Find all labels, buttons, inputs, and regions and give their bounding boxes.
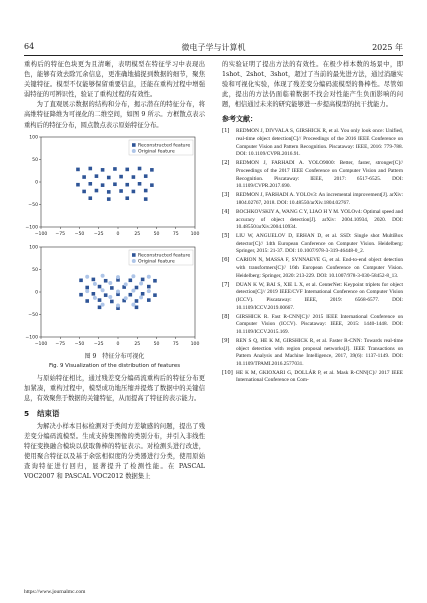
reference-text: CARION N, MASSA F, SYNNAEVE G, et al. End-to-end object detection with transformers[C]// 16th European Conference on Computer Vision. Heidelberg: Springer, 2020: 213-229. DOI: 10.1007/978-3-030-58452-8_13. bbox=[236, 257, 403, 279]
reconstructed-feature-point bbox=[107, 190, 111, 194]
x-tick-label: −75 bbox=[55, 231, 66, 237]
original-feature-point bbox=[108, 295, 112, 299]
reference-item bbox=[222, 192, 403, 207]
legend-circle-marker bbox=[132, 149, 136, 153]
original-feature-point bbox=[147, 289, 151, 293]
reconstructed-feature-point bbox=[119, 174, 123, 178]
reference-text: HE K M, GKIOXARI G, DOLLÁR P, et al. Mask R-CNN[C]// 2017 IEEE International Conference on Com- bbox=[236, 369, 403, 384]
reconstructed-feature-point bbox=[153, 293, 157, 297]
reference-number: [4] bbox=[222, 208, 230, 215]
reference-number: [6] bbox=[222, 257, 230, 264]
x-tick-label: −25 bbox=[93, 341, 104, 347]
y-tick-label: 0 bbox=[35, 290, 38, 296]
legend-label: Original feature bbox=[138, 149, 175, 155]
reconstructed-feature-point bbox=[88, 166, 92, 170]
x-tick-label: −100 bbox=[34, 231, 48, 237]
x-tick-label: 100 bbox=[190, 231, 200, 237]
y-tick-label: 50 bbox=[32, 267, 38, 273]
section-heading bbox=[24, 408, 205, 420]
reconstructed-feature-point bbox=[135, 305, 139, 309]
page-number: 64 bbox=[24, 42, 35, 51]
x-tick-label: 0 bbox=[116, 231, 120, 237]
reference-list bbox=[222, 128, 403, 385]
reconstructed-feature-point bbox=[82, 175, 86, 179]
x-tick-label: −100 bbox=[34, 341, 48, 347]
reference-number: [10] bbox=[222, 369, 233, 376]
reconstructed-feature-point bbox=[144, 174, 148, 178]
x-tick-label: 75 bbox=[172, 341, 179, 347]
original-feature-point bbox=[116, 303, 120, 307]
x-tick-label: 25 bbox=[134, 341, 141, 347]
reference-item bbox=[222, 338, 403, 368]
reconstructed-feature-point bbox=[132, 175, 136, 179]
original-feature-point bbox=[139, 295, 143, 299]
x-tick-label: −50 bbox=[74, 231, 85, 237]
journal-name: 微电子学与计算机 bbox=[181, 43, 246, 52]
references-heading: 参考文献： bbox=[222, 115, 257, 124]
reference-number: [9] bbox=[222, 337, 230, 344]
reference-text: LIU W, ANGUELOV D, ERHAN D, et al. SSD: Single shot MultiBox detector[C]// 14th European Conference on Computer Vision. Heidelberg: Springer, 2015: 21-37. DOI: 10.1007/978-3-319-46448-0_2. bbox=[236, 233, 403, 255]
reconstructed-feature-point bbox=[95, 188, 99, 192]
reconstructed-feature-point bbox=[119, 189, 123, 193]
reference-text: REDMON J, FARHADI A. YOLO9000: Better, faster, stronger[C]// Proceedings of the 2017 IEEE Conference on Computer Vision and Pattern Recognition. Piscataway: IEEE, 2017: 6517-6525. DOI: 10.1109/CVPR.2017.690. bbox=[236, 160, 403, 190]
publication-year: 2025 年 bbox=[372, 43, 403, 52]
reconstructed-feature-point bbox=[85, 285, 89, 289]
journal-url: https://www.journalmc.com bbox=[24, 589, 86, 595]
reconstructed-feature-point bbox=[125, 167, 129, 171]
reference-text: REDMON J, DIVVALA S, GIRSHICK R, et al. You only look once: Unified, real-time object detection[C]// Proceedings of the 2016 IEEE Conference on Computer Vision and Pattern Recognition. Piscataway: IEEE, 2016: 779-788. DOI: 10.1109/CVPR.2016.91. bbox=[236, 128, 403, 158]
reference-text: DUAN K W, BAI S, XIE L X, et al. CenterNet: Keypoint triplets for object detection[C]// 2019 IEEE/CVF International Conference on Computer Vision (ICCV). Piscataway: IEEE, 2019: 6568-6577. DOI: 10.1109/ICCV.2019.00667. bbox=[236, 281, 403, 311]
reconstructed-feature-point bbox=[141, 292, 145, 296]
reconstructed-feature-point bbox=[98, 298, 102, 302]
original-feature-point bbox=[93, 282, 97, 286]
reconstructed-feature-point bbox=[110, 299, 114, 303]
reconstructed-feature-point bbox=[144, 197, 148, 201]
reference-item bbox=[222, 160, 403, 190]
reference-number: [3] bbox=[222, 192, 230, 199]
original-feature-point bbox=[139, 281, 143, 285]
reference-item bbox=[222, 209, 403, 232]
reconstructed-feature-point bbox=[129, 293, 133, 297]
reference-item bbox=[222, 282, 403, 312]
reference-text: GIRSHICK R. Fast R-CNN[C]// 2015 IEEE International Conference on Computer Vision (ICCV). Piscataway: IEEE, 2015: 1440-1448. DOI: 10.1109/ICCV.2015.169. bbox=[236, 313, 403, 335]
reconstructed-feature-point bbox=[135, 285, 139, 289]
original-feature-point bbox=[101, 273, 105, 277]
reconstructed-feature-point bbox=[153, 279, 157, 283]
right-column bbox=[222, 60, 403, 589]
legend-circle-marker bbox=[132, 259, 136, 263]
original-feature-point bbox=[85, 289, 89, 293]
reference-item bbox=[222, 370, 403, 385]
reference-number: [2] bbox=[222, 160, 230, 167]
reconstructed-feature-point bbox=[95, 174, 99, 178]
reference-number: [5] bbox=[222, 233, 230, 240]
original-feature-point bbox=[124, 296, 128, 300]
original-feature-point bbox=[131, 274, 135, 278]
reference-text: REN S Q, HE K M, GIRSHICK R, et al. Faster R-CNN: Towards real-time object detection with region proposal networks[J]. IEEE Transactions on Pattern Analysis and Machine Intelligence, 2017, 39(6): 1137-1149. DOI: 10.1109/TPAMI.2016.2577031. bbox=[236, 337, 403, 367]
x-tick-label: −75 bbox=[55, 341, 66, 347]
reconstructed-feature-point bbox=[76, 167, 80, 171]
reconstructed-feature-point bbox=[132, 189, 136, 193]
reconstructed-feature-point bbox=[107, 175, 111, 179]
reconstructed-feature-point bbox=[129, 278, 133, 282]
reconstructed-feature-point bbox=[138, 182, 142, 186]
y-tick-label: 0 bbox=[35, 180, 38, 186]
reconstructed-feature-point bbox=[82, 189, 86, 193]
reconstructed-feature-point bbox=[98, 305, 102, 309]
legend-label: Reconstructed feature bbox=[138, 253, 191, 259]
reconstructed-feature-point bbox=[147, 298, 151, 302]
reconstructed-feature-point bbox=[88, 182, 92, 186]
reconstructed-feature-point bbox=[144, 188, 148, 192]
original-feature-point bbox=[101, 288, 105, 292]
reconstructed-feature-point bbox=[125, 183, 129, 187]
legend-square-marker bbox=[132, 143, 136, 147]
reconstructed-feature-point bbox=[104, 293, 108, 297]
reconstructed-feature-point bbox=[150, 183, 154, 187]
paragraph: 为了直观展示数据的结构和分布，揭示潜在的特征分布，将高维特征降维为可视化的二维空间，如图 9 所示。方框散点表示重构后的特征分布，圆点散点表示原始特征分布。 bbox=[24, 101, 205, 129]
reconstructed-feature-point bbox=[98, 284, 102, 288]
y-tick-label: −100 bbox=[25, 335, 38, 341]
reference-item bbox=[222, 314, 403, 337]
reconstructed-feature-point bbox=[150, 168, 154, 172]
original-feature-point bbox=[131, 302, 135, 306]
section-title: 结束语 bbox=[37, 408, 60, 418]
reference-number: [8] bbox=[222, 313, 230, 320]
y-tick-label: −50 bbox=[28, 202, 38, 208]
original-feature-point bbox=[116, 289, 120, 293]
legend-label: Reconstructed feature bbox=[138, 143, 191, 149]
reconstructed-feature-point bbox=[113, 182, 117, 186]
reconstructed-feature-point bbox=[92, 292, 96, 296]
reference-item bbox=[222, 128, 403, 158]
reconstructed-feature-point bbox=[135, 299, 139, 303]
header-rule bbox=[24, 55, 403, 56]
reconstructed-feature-point bbox=[101, 183, 105, 187]
running-header bbox=[24, 42, 403, 54]
reconstructed-feature-point bbox=[92, 277, 96, 281]
original-feature-point bbox=[124, 282, 128, 286]
reference-item bbox=[222, 257, 403, 280]
y-tick-label: −50 bbox=[28, 312, 38, 318]
left-column bbox=[24, 60, 205, 589]
reference-text: REDMON J, FARHADI A. YOLOv3: An incremental improvement[J]. arXiv: 1804.02767, 2018. DOI: 10.48550/arXiv.1804.02767. bbox=[236, 192, 403, 206]
reference-number: [1] bbox=[222, 128, 230, 135]
x-tick-label: 50 bbox=[153, 341, 160, 347]
legend-label: Original feature bbox=[138, 259, 175, 265]
reconstructed-feature-point bbox=[147, 284, 151, 288]
reconstructed-feature-point bbox=[138, 166, 142, 170]
reconstructed-feature-point bbox=[79, 278, 83, 282]
original-feature-point bbox=[101, 302, 105, 306]
y-tick-label: 50 bbox=[32, 157, 38, 163]
x-tick-label: 100 bbox=[190, 341, 200, 347]
y-tick-label: −100 bbox=[25, 225, 38, 231]
original-feature-point bbox=[108, 281, 112, 285]
reconstructed-feature-point bbox=[107, 197, 111, 201]
reference-number: [7] bbox=[222, 281, 230, 288]
original-feature-point bbox=[93, 296, 97, 300]
reconstructed-feature-point bbox=[76, 183, 80, 187]
paragraph: 为解决小样本目标检测对于类间方差敏感的问题，提出了残差变分编码流模型。生成支持集图像的类别分布，并引入非线性特征变换融合模块以获取鲁棒的特征表示。对检测头进行改进，使用聚合特征以及基于余弦相似度的分类器进行分类，使用原始查询特征进行回归，显著提升了检测性能。在 PASCAL VOC2007 和 PASCAL VOC2012 数据集上 bbox=[24, 422, 205, 481]
original-feature-point bbox=[147, 274, 151, 278]
reference-text: BOCHKOVSKIY A, WANG C Y, LIAO H Y M. YOLOv4: Optimal speed and accuracy of object detection[J]. arXiv: 2004.10934, 2020. DOI: 10.48550/arXiv.2004.10934. bbox=[236, 208, 403, 231]
reference-item bbox=[222, 233, 403, 256]
reconstructed-feature-point bbox=[85, 299, 89, 303]
reconstructed-feature-point bbox=[110, 286, 114, 290]
reconstructed-feature-point bbox=[79, 293, 83, 297]
paragraph: 重构后的特征色块更为且清晰，表明模型在特征学习中表现出色，能够有效去除冗余信息，更准确地捕捉到数据的细节，聚焦关键特征。模型不仅能够保留重要信息，还能在重构过程中增强弱特征的可辨识性，验证了重构过程的有效性。 bbox=[24, 61, 205, 99]
x-tick-label: 25 bbox=[134, 231, 141, 237]
x-tick-label: 50 bbox=[153, 231, 160, 237]
figure-caption-english: Fig. 9 Visualization of the distribution of features bbox=[48, 362, 181, 369]
x-tick-label: −25 bbox=[93, 231, 104, 237]
section-number: 5 bbox=[24, 408, 30, 418]
reconstructed-feature-point bbox=[113, 167, 117, 171]
reconstructed-feature-point bbox=[141, 277, 145, 281]
reconstructed-feature-point bbox=[104, 279, 108, 283]
original-feature-point bbox=[85, 274, 89, 278]
paragraph: 与原始特征相比，通过残差变分编码流重构后的特征分布更加紧凑，重构过程中，模型成功地压缩并提炼了数据中的关键信息，有效聚焦于数据的关键特征，从而提高了特征的表示能力。 bbox=[24, 374, 205, 402]
legend-square-marker bbox=[132, 253, 136, 257]
paragraph: 的实验证明了提出方法的有效性。在极少样本数的场景中，即 1shot、2shot、3shot，超过了当前的最先进方法，通过消融实验和可视化实验，体现了残差变分编码流模型的鲁棒性。尽管如此，提出的方法仍面临着数据不找会对性能产生负面影响的问题，相信通过未来的研究能够进一步提高模型的抗干扰能力。 bbox=[222, 61, 403, 109]
original-feature-point bbox=[131, 288, 135, 292]
x-tick-label: 75 bbox=[172, 231, 179, 237]
x-tick-label: 0 bbox=[116, 341, 120, 347]
reconstructed-feature-point bbox=[88, 196, 92, 200]
x-tick-label: −50 bbox=[74, 341, 85, 347]
y-tick-label: 100 bbox=[29, 245, 38, 251]
figure-caption: 图 9 特征分布可视化 bbox=[84, 352, 145, 360]
reconstructed-feature-point bbox=[125, 196, 129, 200]
reconstructed-feature-point bbox=[101, 168, 105, 172]
feature-scatter-chart-b bbox=[24, 243, 205, 351]
feature-scatter-chart-a bbox=[24, 133, 205, 241]
y-tick-label: 100 bbox=[29, 135, 38, 141]
original-feature-point bbox=[116, 275, 120, 279]
